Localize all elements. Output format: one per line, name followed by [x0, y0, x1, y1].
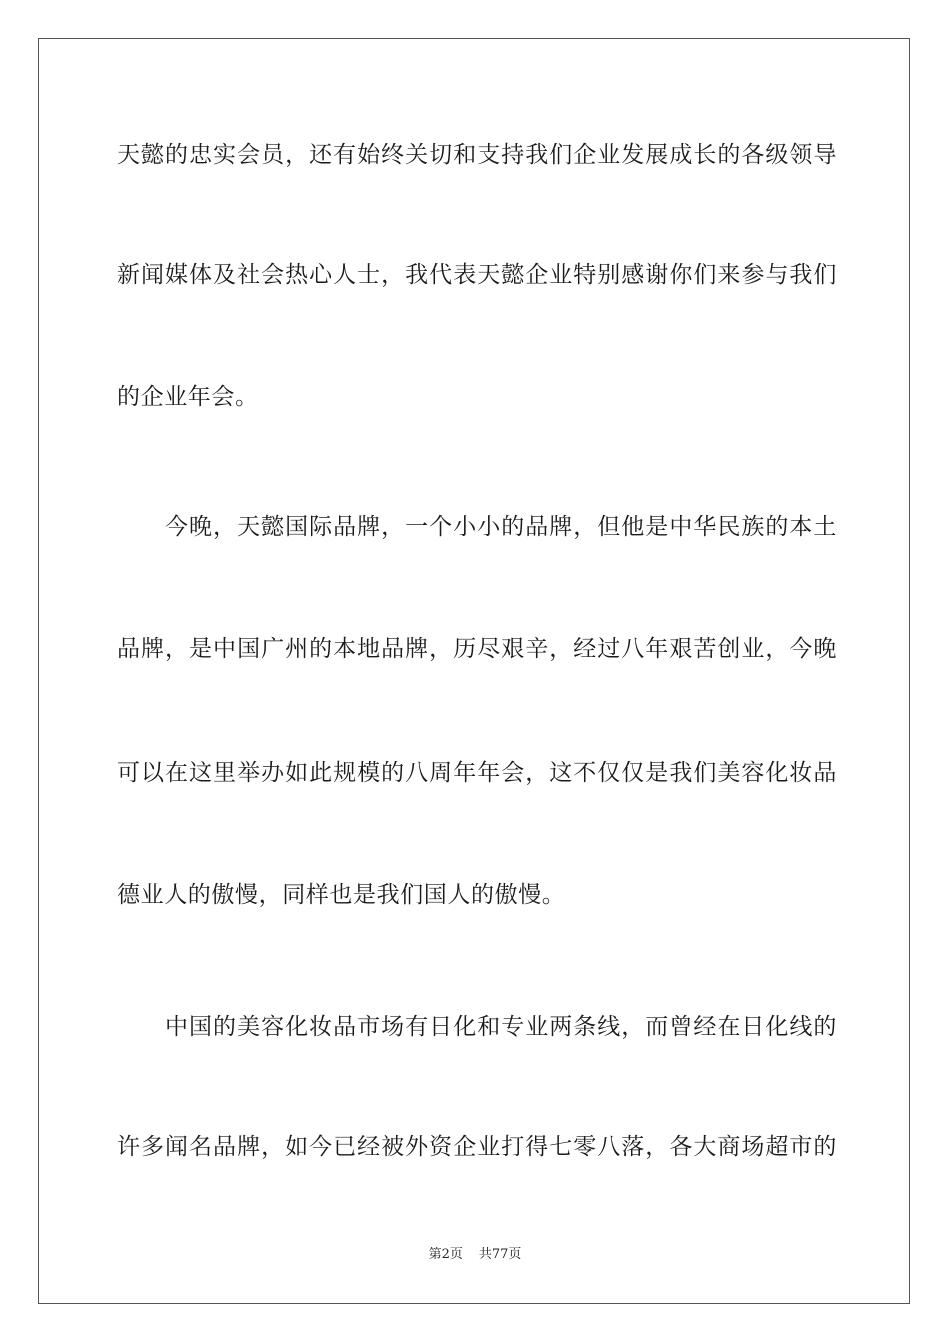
text-line-2: 新闻媒体及社会热心人士，我代表天懿企业特别感谢你们来参与我们 — [117, 262, 837, 288]
text-line-4: 今晚，天懿国际品牌，一个小小的品牌，但他是中华民族的本土 — [117, 514, 837, 540]
text-line-5: 品牌，是中国广州的本地品牌，历尽艰辛，经过八年艰苦创业，今晚 — [117, 636, 837, 662]
text-line-1: 天懿的忠实会员，还有始终关切和支持我们企业发展成长的各级领导 — [117, 142, 837, 168]
text-line-3: 的企业年会。 — [117, 384, 259, 410]
text-line-7: 德业人的傲慢，同样也是我们国人的傲慢。 — [117, 882, 566, 908]
page-footer — [0, 1246, 950, 1264]
text-line-6: 可以在这里举办如此规模的八周年年会，这不仅仅是我们美容化妆品 — [117, 760, 837, 786]
page-border — [38, 38, 910, 1304]
text-line-9: 许多闻名品牌，如今已经被外资企业打得七零八落，各大商场超市的 — [117, 1134, 837, 1160]
text-line-8: 中国的美容化妆品市场有日化和专业两条线，而曾经在日化线的 — [117, 1014, 837, 1040]
total-pages: 共77页 — [478, 1247, 522, 1262]
page-number: 第2页 — [428, 1247, 463, 1262]
